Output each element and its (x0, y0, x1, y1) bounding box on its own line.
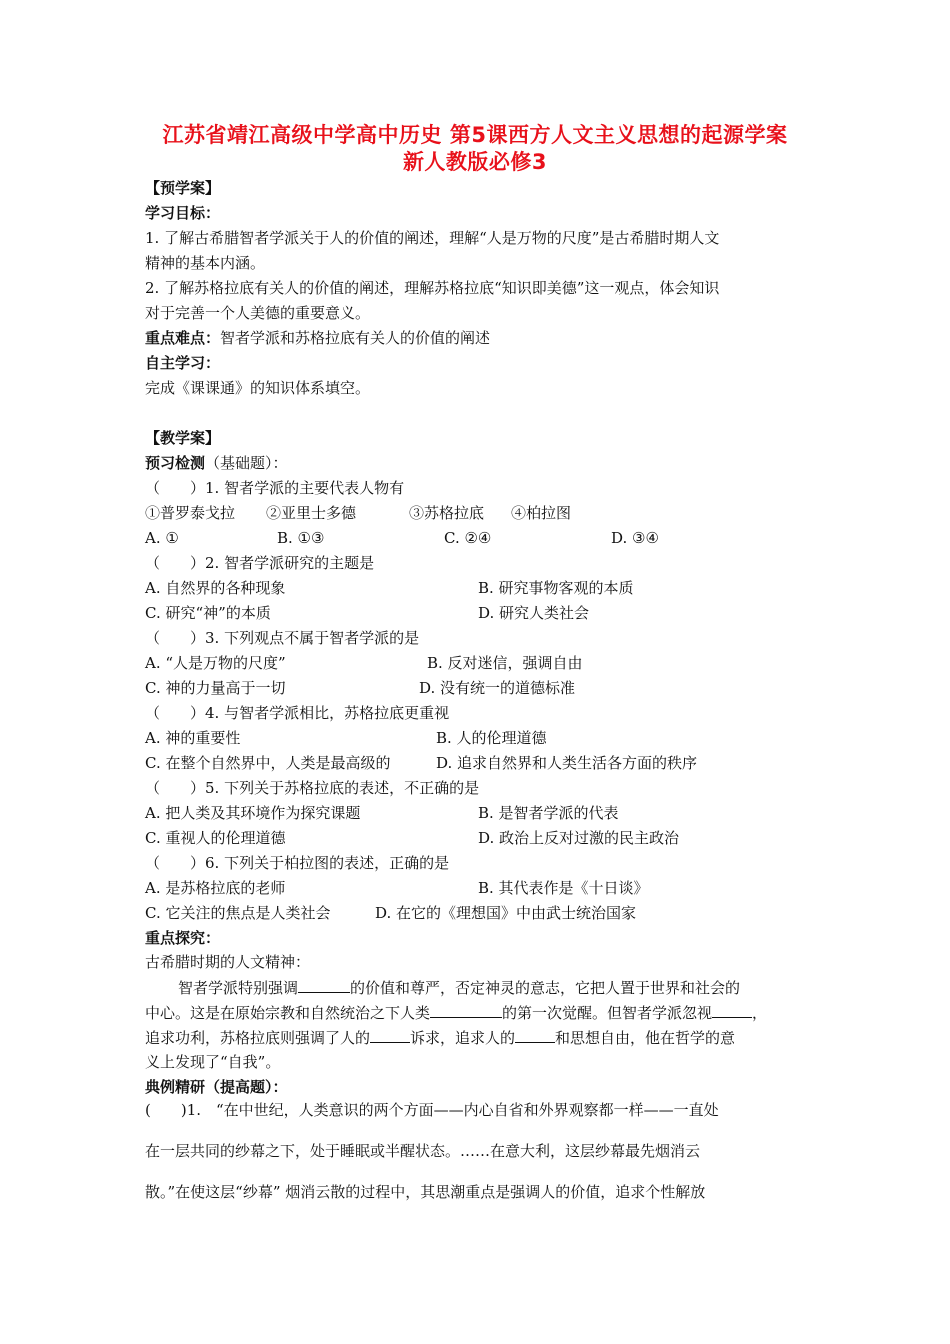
q5-option-a: A. 把人类及其环境作为探究课题 (145, 804, 361, 822)
teaching-header: 【教学案】 (145, 429, 221, 447)
q4-option-d: D. 追求自然界和人类生活各方面的秩序 (436, 754, 698, 772)
explore-subtitle: 古希腊时期的人文精神： (145, 953, 311, 971)
q1-item-3: ③苏格拉底 (409, 504, 485, 522)
q1-option-a: A. ① (145, 529, 179, 547)
explore-text-1a: 智者学派特别强调 (178, 979, 299, 997)
q6-option-a: A. 是苏格拉底的老师 (145, 879, 286, 897)
q1-option-b: B. ①③ (277, 529, 325, 547)
explore-text-1b: 的价值和尊严，否定神灵的意志，它把人置于世界和社会的 (350, 979, 741, 997)
explore-line-1 (178, 977, 740, 998)
question-1: （ ）1. 智者学派的主要代表人物有 (145, 479, 405, 497)
q4-option-a: A. 神的重要性 (145, 729, 241, 747)
fill-blank-5[interactable] (515, 1027, 555, 1043)
goal-2-line-a: 2. 了解苏格拉底有关人的价值的阐述，理解苏格拉底“知识即美德”这一观点，体会知识 (145, 279, 720, 297)
goal-1-line-b: 精神的基本内涵。 (145, 254, 266, 272)
q1-option-c: C. ②④ (444, 529, 492, 547)
title-line-2: 新人教版必修3 (402, 150, 548, 174)
q3-option-b: B. 反对迷信，强调自由 (427, 654, 583, 672)
fill-blank-1[interactable] (298, 977, 350, 993)
example-label: 典例精研（提高题）： (145, 1078, 288, 1096)
preview-header: 【预学案】 (145, 179, 221, 197)
check-note: （基础题）： (205, 454, 288, 472)
q6-option-c: C. 它关注的焦点是人类社会 (145, 904, 331, 922)
q5-option-b: B. 是智者学派的代表 (478, 804, 619, 822)
example-1-line-c: 散。”在使这层“纱幕” 烟消云散的过程中，其思潮重点是强调人的价值，追求个性解放 (145, 1183, 706, 1201)
explore-text-2b: 的第一次觉醒。但智者学派忽视 (502, 1004, 713, 1022)
goal-1-line-a: 1. 了解古希腊智者学派关于人的价值的阐述，理解“人是万物的尺度”是古希腊时期人文 (145, 229, 720, 247)
q6-option-d: D. 在它的《理想国》中由武士统治国家 (375, 904, 637, 922)
fill-blank-3[interactable] (712, 1002, 752, 1018)
example-1-line-a: ( )1. “在中世纪，人类意识的两个方面——内心自省和外界观察都一样——一直处 (145, 1101, 719, 1119)
question-5: （ ）5. 下列关于苏格拉底的表述，不正确的是 (145, 779, 480, 797)
question-3: （ ）3. 下列观点不属于智者学派的是 (145, 629, 420, 647)
q2-option-a: A. 自然界的各种现象 (145, 579, 286, 597)
explore-line-4: 义上发现了“自我”。 (145, 1053, 281, 1071)
self-study-label: 自主学习： (145, 354, 221, 372)
q2-option-c: C. 研究“神”的本质 (145, 604, 271, 622)
q2-option-d: D. 研究人类社会 (478, 604, 590, 622)
q3-option-c: C. 神的力量高于一切 (145, 679, 286, 697)
q1-item-2: ②亚里士多德 (266, 504, 357, 522)
q3-option-d: D. 没有统一的道德标准 (419, 679, 576, 697)
q1-option-d: D. ③④ (611, 529, 659, 547)
key-points-text: 智者学派和苏格拉底有关人的价值的阐述 (220, 329, 491, 347)
q3-option-a: A. “人是万物的尺度” (145, 654, 286, 672)
q2-option-b: B. 研究事物客观的本质 (478, 579, 634, 597)
q1-item-1: ①普罗泰戈拉 (145, 504, 236, 522)
question-6: （ ）6. 下列关于柏拉图的表述，正确的是 (145, 854, 450, 872)
key-points-label: 重点难点： (145, 329, 221, 347)
explore-text-3a: 追求功利，苏格拉底则强调了人的 (145, 1029, 371, 1047)
question-4: （ ）4. 与智者学派相比，苏格拉底更重视 (145, 704, 450, 722)
question-2: （ ）2. 智者学派研究的主题是 (145, 554, 375, 572)
check-heading (145, 453, 288, 473)
explore-text-3b: 诉求，追求人的 (410, 1029, 516, 1047)
example-1-line-b: 在一层共同的纱幕之下，处于睡眠或半醒状态。……在意大利，这层纱幕最先烟消云 (145, 1142, 701, 1160)
fill-blank-2[interactable] (430, 1002, 502, 1018)
title-line-1: 江苏省靖江高级中学高中历史 第5课西方人文主义思想的起源学案 (162, 123, 788, 147)
explore-text-2a: 中心。这是在原始宗教和自然统治之下人类 (145, 1004, 431, 1022)
key-points (145, 328, 490, 348)
q6-option-b: B. 其代表作是《十日谈》 (478, 879, 649, 897)
q4-option-c: C. 在整个自然界中，人类是最高级的 (145, 754, 391, 772)
q1-item-4: ④柏拉图 (511, 504, 572, 522)
q5-option-d: D. 政治上反对过激的民主政治 (478, 829, 680, 847)
document-title (110, 122, 840, 176)
check-label: 预习检测 (145, 454, 206, 472)
explore-line-3 (145, 1027, 735, 1048)
q5-option-c: C. 重视人的伦理道德 (145, 829, 286, 847)
goals-label: 学习目标： (145, 204, 221, 222)
explore-text-3c: 和思想自由，他在哲学的意 (555, 1029, 736, 1047)
explore-text-2c: ， (752, 1004, 768, 1022)
self-study-text: 完成《课课通》的知识体系填空。 (145, 379, 371, 397)
q4-option-b: B. 人的伦理道德 (436, 729, 547, 747)
goal-2-line-b: 对于完善一个人美德的重要意义。 (145, 304, 371, 322)
explore-line-2 (145, 1002, 767, 1023)
explore-label: 重点探究： (145, 929, 221, 947)
fill-blank-4[interactable] (370, 1027, 410, 1043)
